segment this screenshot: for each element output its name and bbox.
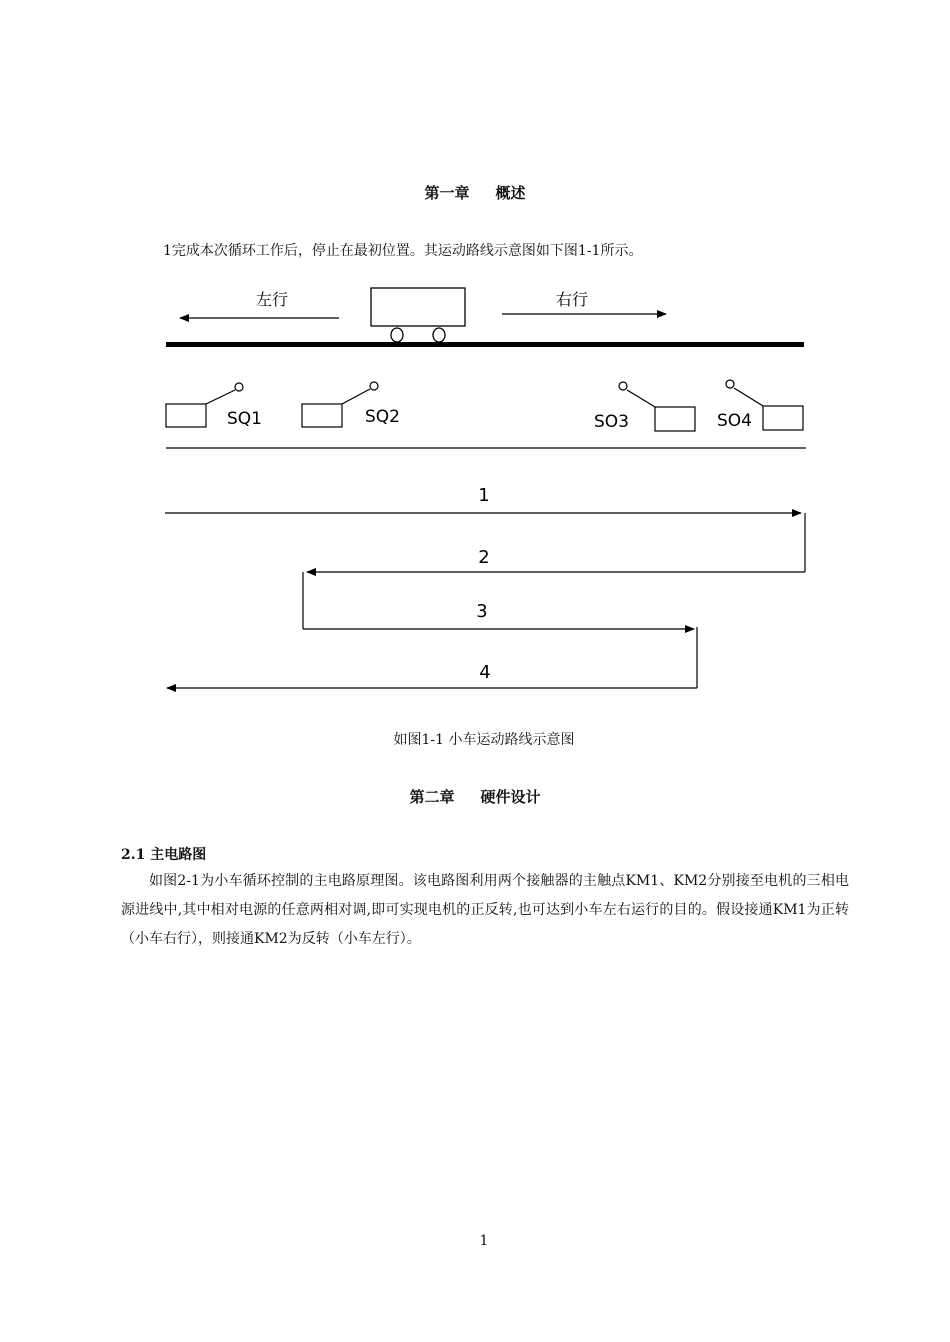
switch-contact-so4 (726, 380, 734, 388)
switch-label-sq2: SQ2 (365, 407, 400, 427)
switch-box-sq1 (166, 404, 206, 427)
left-label: 左行 (255, 290, 289, 309)
cart-body (371, 288, 465, 326)
switch-box-so4 (763, 406, 803, 430)
path-1-label: 1 (478, 485, 490, 506)
chapter-2-heading (0, 786, 950, 807)
chapter-1-label: 第一章 (424, 184, 470, 202)
chapter-2-title: 硬件设计 (480, 788, 541, 806)
cart-wheel-right (433, 328, 445, 342)
chapter-2-label: 第二章 (409, 788, 455, 806)
switch-box-sq2 (302, 404, 342, 427)
section-2-1-title: 2.1 主电路图 (121, 847, 207, 863)
switch-label-so3: SO3 (594, 412, 629, 432)
switch-box-so3 (655, 407, 695, 431)
right-label: 右行 (555, 290, 589, 309)
switch-contact-sq1 (235, 383, 243, 391)
path-4-label: 4 (479, 662, 491, 683)
figure-1-caption: 如图1-1 小车运动路线示意图 (393, 732, 575, 748)
chapter-1-heading (0, 182, 950, 203)
path-2-label: 2 (478, 547, 490, 568)
switch-contact-so3 (619, 382, 627, 390)
section-2-1-body: 如图2-1为小车循环控制的主电路原理图。该电路图利用两个接触器的主触点KM1、KM2分别接至电机的三相电源进线中,其中相对电源的任意两相对调,即可实现电机的正反转,也可达到小车左右运行的目的。假设接通KM1为正转（小车右行），则接通KM2为反转（小车左行）。 (121, 873, 849, 947)
page-number: 1 (479, 1233, 489, 1249)
track-rail (166, 342, 804, 347)
intro-paragraph: 1完成本次循环工作后，停止在最初位置。其运动路线示意图如下图1-1所示。 (163, 243, 643, 259)
path-3-label: 3 (476, 601, 488, 622)
switch-label-so4: SO4 (717, 411, 752, 431)
switch-label-sq1: SQ1 (227, 409, 262, 429)
cart-wheel-left (391, 328, 403, 342)
switch-contact-sq2 (370, 382, 378, 390)
chapter-1-title: 概述 (495, 184, 526, 202)
route-diagram (0, 270, 950, 710)
